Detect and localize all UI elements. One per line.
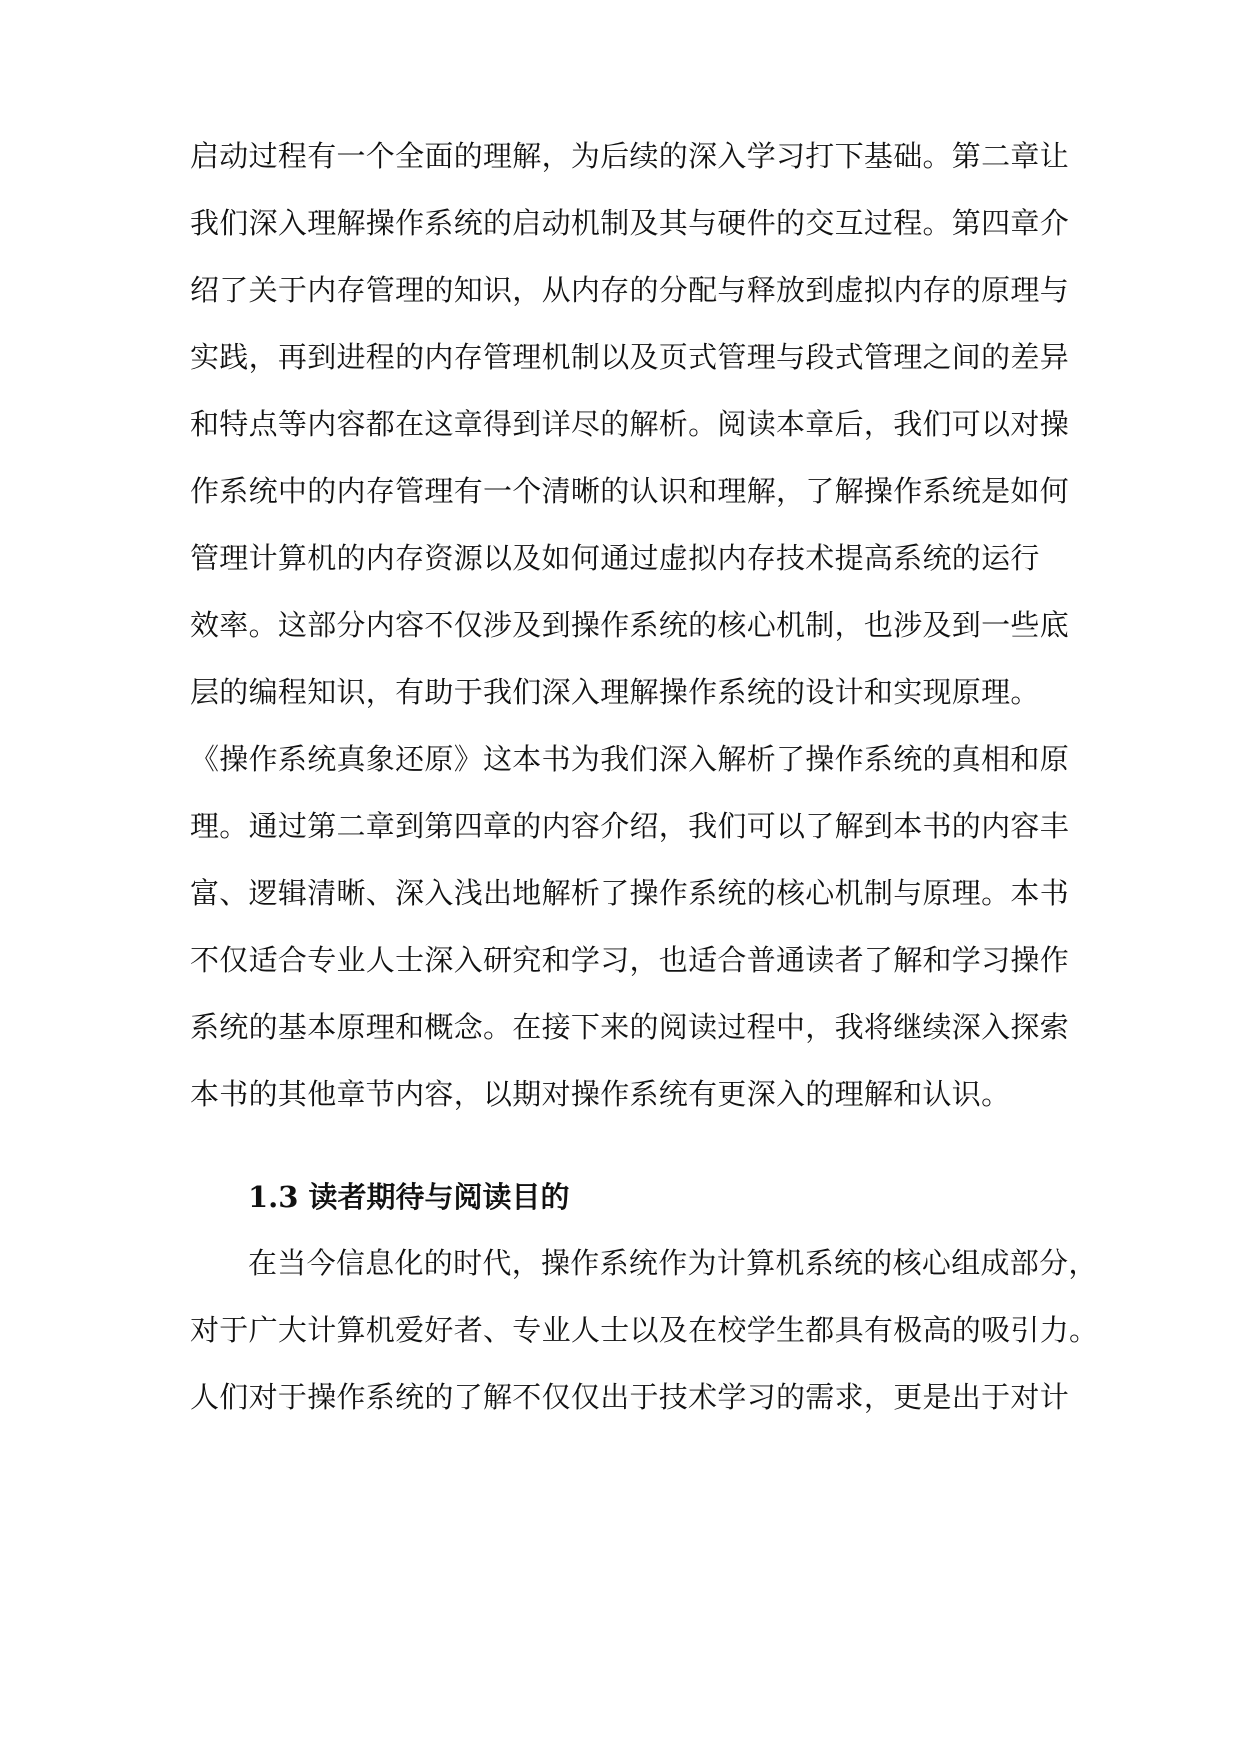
text-line: 实践，再到进程的内存管理机制以及页式管理与段式管理之间的差异 <box>190 340 1070 374</box>
text-line: 系统的基本原理和概念。在接下来的阅读过程中，我将继续深入探索 <box>190 1010 1070 1044</box>
text-line: 层的编程知识，有助于我们深入理解操作系统的设计和实现原理。 <box>190 675 1040 709</box>
section-heading: 1.3 读者期待与阅读目的 <box>248 1180 570 1214</box>
text-line: 效率。这部分内容不仅涉及到操作系统的核心机制，也涉及到一些底 <box>190 608 1070 642</box>
text-line: 和特点等内容都在这章得到详尽的解析。阅读本章后，我们可以对操 <box>190 407 1070 441</box>
text-line: 理。通过第二章到第四章的内容介绍，我们可以了解到本书的内容丰 <box>190 809 1070 843</box>
text-line: 启动过程有一个全面的理解，为后续的深入学习打下基础。第二章让 <box>190 139 1070 173</box>
text-line: 绍了关于内存管理的知识，从内存的分配与释放到虚拟内存的原理与 <box>190 273 1070 307</box>
text-line: 不仅适合专业人士深入研究和学习，也适合普通读者了解和学习操作 <box>190 943 1070 977</box>
text-line: 人们对于操作系统的了解不仅仅出于技术学习的需求，更是出于对计 <box>190 1380 1070 1414</box>
text-line: 富、逻辑清晰、深入浅出地解析了操作系统的核心机制与原理。本书 <box>190 876 1070 910</box>
text-line: 管理计算机的内存资源以及如何通过虚拟内存技术提高系统的运行 <box>190 541 1040 575</box>
text-line: 《操作系统真象还原》这本书为我们深入解析了操作系统的真相和原 <box>190 742 1070 776</box>
text-line: 对于广大计算机爱好者、专业人士以及在校学生都具有极高的吸引力。 <box>190 1313 1099 1347</box>
text-line: 本书的其他章节内容，以期对操作系统有更深入的理解和认识。 <box>190 1077 1011 1111</box>
text-line: 作系统中的内存管理有一个清晰的认识和理解，了解操作系统是如何 <box>190 474 1070 508</box>
text-line: 在当今信息化的时代，操作系统作为计算机系统的核心组成部分， <box>248 1246 1098 1280</box>
text-line: 我们深入理解操作系统的启动机制及其与硬件的交互过程。第四章介 <box>190 206 1070 240</box>
